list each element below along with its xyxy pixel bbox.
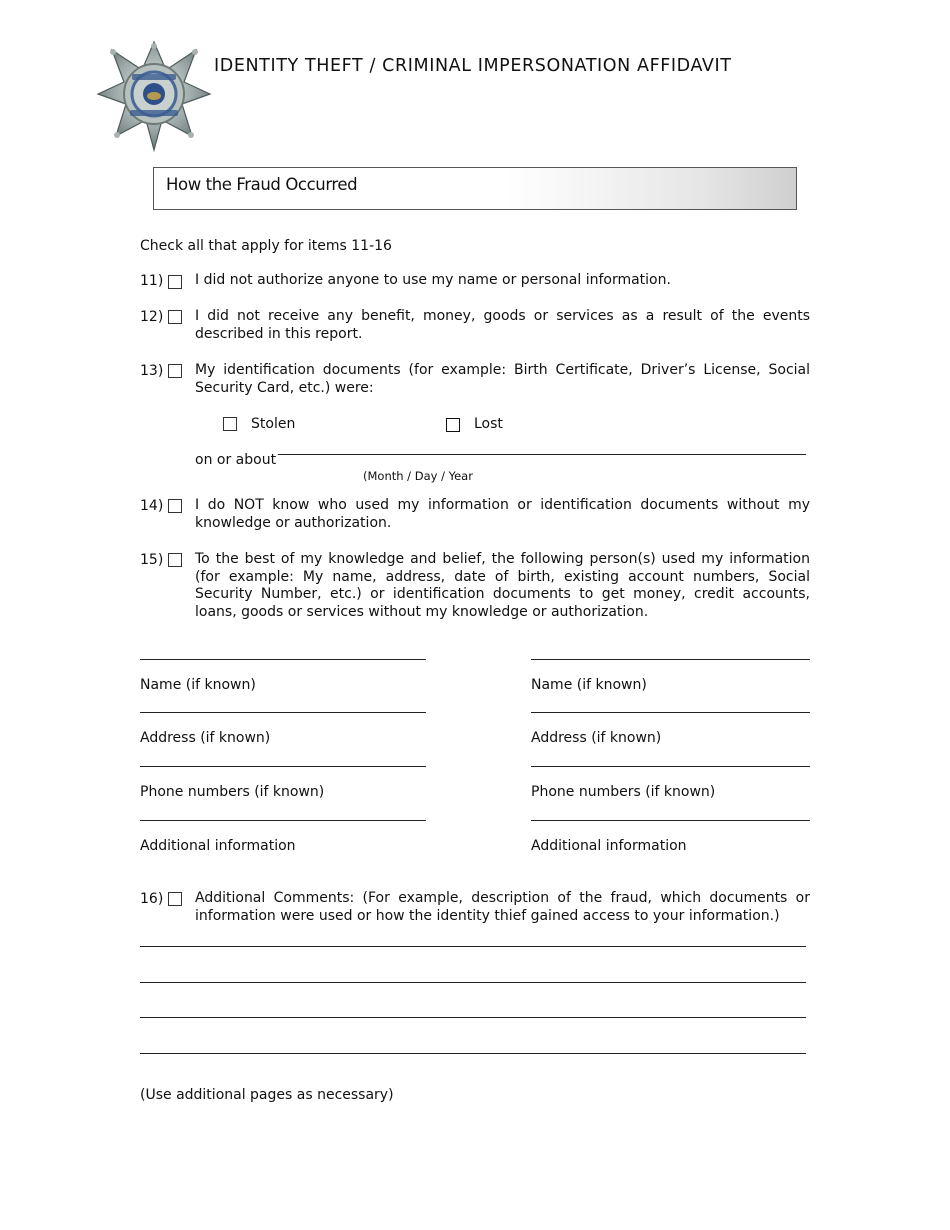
person2-additional-line[interactable]	[531, 820, 810, 821]
person1-phone-label: Phone numbers (if known)	[140, 784, 325, 800]
item-11-checkbox[interactable]	[168, 275, 182, 289]
item-15-checkbox[interactable]	[168, 553, 182, 567]
item-14-text: I do NOT know who used my information or identification documents without my knowledge or authorization.	[195, 497, 810, 531]
person2-additional-label: Additional information	[531, 838, 687, 854]
item-13-checkbox[interactable]	[168, 364, 182, 378]
section-title: How the Fraud Occurred	[166, 175, 358, 194]
person2-name-line[interactable]	[531, 659, 810, 660]
person1-phone-line[interactable]	[140, 766, 426, 767]
item-16-text: Additional Comments: (For example, description of the fraud, which documents or information were used or how the identity thief gained access to your information.)	[195, 890, 810, 924]
date-input-line[interactable]	[278, 454, 806, 455]
item-15-number: 15)	[140, 552, 164, 568]
comment-line-2[interactable]	[140, 982, 806, 983]
lost-checkbox[interactable]	[446, 418, 460, 432]
item-11-text: I did not authorize anyone to use my name or personal information.	[195, 272, 671, 288]
intro-instruction: Check all that apply for items 11-16	[140, 238, 392, 254]
person2-phone-line[interactable]	[531, 766, 810, 767]
date-format-hint: (Month / Day / Year	[363, 469, 473, 483]
person2-address-line[interactable]	[531, 712, 810, 713]
document-title: IDENTITY THEFT / CRIMINAL IMPERSONATION AFFIDAVIT	[214, 56, 732, 76]
comment-line-3[interactable]	[140, 1017, 806, 1018]
person1-additional-label: Additional information	[140, 838, 296, 854]
person1-name-line[interactable]	[140, 659, 426, 660]
item-11-number: 11)	[140, 273, 164, 289]
stolen-label: Stolen	[251, 416, 296, 432]
person1-address-label: Address (if known)	[140, 730, 271, 746]
footer-note: (Use additional pages as necessary)	[140, 1087, 394, 1103]
person1-name-label: Name (if known)	[140, 677, 256, 693]
item-13-number: 13)	[140, 363, 164, 379]
person2-address-label: Address (if known)	[531, 730, 662, 746]
item-16-number: 16)	[140, 891, 164, 907]
item-14-number: 14)	[140, 498, 164, 514]
person2-phone-label: Phone numbers (if known)	[531, 784, 716, 800]
item-12-text: I did not receive any benefit, money, goods or services as a result of the events described in this report.	[195, 308, 810, 342]
comment-line-1[interactable]	[140, 946, 806, 947]
item-15-text: To the best of my knowledge and belief, the following person(s) used my information (for example: My name, address, date of birth, existing account numbers, Social Security Number, etc.) or identification documents to get money, credit accounts, loans, goods or services without my knowledge or authorization.	[195, 551, 810, 621]
date-label: on or about	[195, 452, 277, 468]
lost-label: Lost	[474, 416, 503, 432]
item-16-checkbox[interactable]	[168, 892, 182, 906]
item-14-checkbox[interactable]	[168, 499, 182, 513]
person1-additional-line[interactable]	[140, 820, 426, 821]
item-12-number: 12)	[140, 309, 164, 325]
person2-name-label: Name (if known)	[531, 677, 647, 693]
item-13-text: My identification documents (for example: Birth Certificate, Driver’s License, Social Security Card, etc.) were:	[195, 362, 810, 396]
stolen-checkbox[interactable]	[223, 417, 237, 431]
person1-address-line[interactable]	[140, 712, 426, 713]
sheriff-badge-seal	[96, 40, 212, 152]
item-12-checkbox[interactable]	[168, 310, 182, 324]
comment-line-4[interactable]	[140, 1053, 806, 1054]
